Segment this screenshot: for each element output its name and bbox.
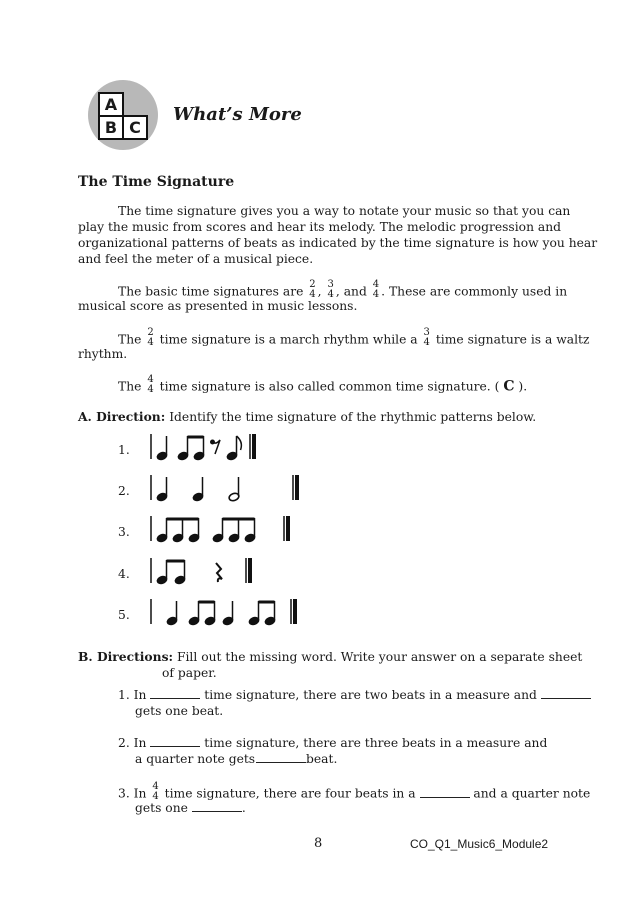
item-b-3-line2a: gets one bbox=[135, 801, 188, 815]
intro-line-1: The time signature gives you a way to notate your music so that you can bbox=[118, 204, 571, 218]
march-sig: 2 4 bbox=[147, 327, 154, 348]
march-line-2: rhythm. bbox=[78, 347, 128, 361]
item-b-3-num: 3. bbox=[118, 786, 130, 801]
item-a-3-num: 3. bbox=[118, 525, 130, 539]
module-code: CO_Q1_Music6_Module2 bbox=[410, 837, 549, 851]
common-the: The bbox=[118, 379, 142, 394]
blank-input[interactable] bbox=[256, 751, 306, 763]
common-time-symbol: C bbox=[503, 378, 515, 395]
intro-line-4: and feel the meter of a musical piece. bbox=[78, 252, 314, 266]
common-close: ). bbox=[518, 379, 528, 394]
item-b-3-sig: 4 4 bbox=[152, 781, 159, 802]
item-b-1-num: 1. bbox=[118, 688, 130, 702]
item-b-2-line-1 bbox=[118, 735, 547, 751]
item-a-5-num: 5. bbox=[118, 608, 130, 622]
item-b-2-num: 2. bbox=[118, 736, 130, 750]
direction-a-text: Identify the time signature of the rhythmic patterns below. bbox=[169, 410, 537, 424]
block-b bbox=[98, 115, 124, 140]
march-end: time signature is a waltz bbox=[435, 332, 590, 347]
blank-input[interactable] bbox=[420, 786, 470, 798]
sig-4-4: 4 4 bbox=[372, 279, 380, 300]
section-title: The Time Signature bbox=[78, 174, 235, 190]
sig-3-4: 3 4 bbox=[327, 279, 334, 300]
page-number: 8 bbox=[314, 836, 323, 851]
basic-and: , and bbox=[335, 284, 367, 299]
waltz-sig: 3 4 bbox=[423, 327, 430, 348]
rhythm-pattern-1 bbox=[148, 432, 278, 462]
direction-b-text: Fill out the missing word. Write your answer on a separate sheet bbox=[176, 650, 583, 664]
blank-input[interactable] bbox=[192, 800, 242, 812]
item-b-1-in: In bbox=[133, 688, 147, 702]
basic-line-2: musical score as presented in music lessons. bbox=[78, 299, 358, 313]
item-b-3-line2b: . bbox=[241, 801, 246, 815]
item-a-4-num: 4. bbox=[118, 567, 130, 581]
abc-logo bbox=[88, 80, 158, 150]
rhythm-pattern-3 bbox=[148, 514, 308, 544]
blank-input[interactable] bbox=[541, 687, 591, 699]
item-b-2-in: In bbox=[133, 736, 147, 750]
intro-line-3: organizational patterns of beats as indicated by the time signature is how you hear bbox=[78, 236, 598, 250]
march-line-1 bbox=[118, 327, 590, 350]
common-line bbox=[118, 374, 528, 397]
basic-pre: The basic time signatures are bbox=[118, 284, 304, 299]
block-a-letter: A bbox=[104, 95, 118, 114]
direction-a bbox=[78, 409, 536, 425]
direction-b-line-2: of paper. bbox=[162, 666, 217, 680]
item-a-1-num: 1. bbox=[118, 443, 130, 457]
basic-post: . These are commonly used in bbox=[381, 284, 568, 299]
basic-comma: , bbox=[317, 284, 322, 299]
block-a bbox=[98, 92, 124, 117]
item-a-2-num: 2. bbox=[118, 484, 130, 498]
common-text: time signature is also called common time signature. ( bbox=[159, 379, 500, 394]
header-title: What’s More bbox=[173, 104, 302, 125]
item-b-3-in: In bbox=[133, 786, 147, 801]
item-b-3-text-c: and a quarter note bbox=[473, 786, 591, 801]
direction-a-label: A. Direction: bbox=[78, 409, 166, 424]
block-c bbox=[122, 115, 148, 140]
item-b-2-line2b: beat. bbox=[306, 752, 338, 766]
sig-2-4: 2 4 bbox=[309, 279, 316, 300]
item-b-2-text: time signature, there are three beats in a measure and bbox=[204, 736, 548, 750]
direction-b-label: B. Directions: bbox=[78, 649, 174, 664]
direction-b bbox=[78, 649, 582, 665]
rhythm-pattern-4 bbox=[148, 556, 268, 586]
item-b-1-line-1 bbox=[118, 687, 591, 703]
march-mid: time signature is a march rhythm while a bbox=[159, 332, 418, 347]
block-b-letter: B bbox=[104, 118, 118, 137]
common-sig: 4 4 bbox=[147, 374, 154, 395]
item-b-3-line-2 bbox=[135, 800, 246, 816]
rhythm-pattern-5 bbox=[148, 597, 313, 627]
block-c-letter: C bbox=[129, 118, 141, 137]
blank-input[interactable] bbox=[150, 735, 200, 747]
item-b-3-text: time signature, there are four beats in a bbox=[164, 786, 416, 801]
item-b-1-line-2: gets one beat. bbox=[135, 704, 224, 718]
march-the: The bbox=[118, 332, 142, 347]
rhythm-pattern-2 bbox=[148, 473, 308, 503]
blank-input[interactable] bbox=[150, 687, 200, 699]
item-b-1-text: time signature, there are two beats in a measure and bbox=[204, 688, 537, 702]
item-b-2-line2a: a quarter note gets bbox=[135, 752, 256, 766]
intro-line-2: play the music from scores and hear its melody. The melodic progression and bbox=[78, 220, 562, 234]
item-b-2-line-2 bbox=[135, 751, 337, 767]
